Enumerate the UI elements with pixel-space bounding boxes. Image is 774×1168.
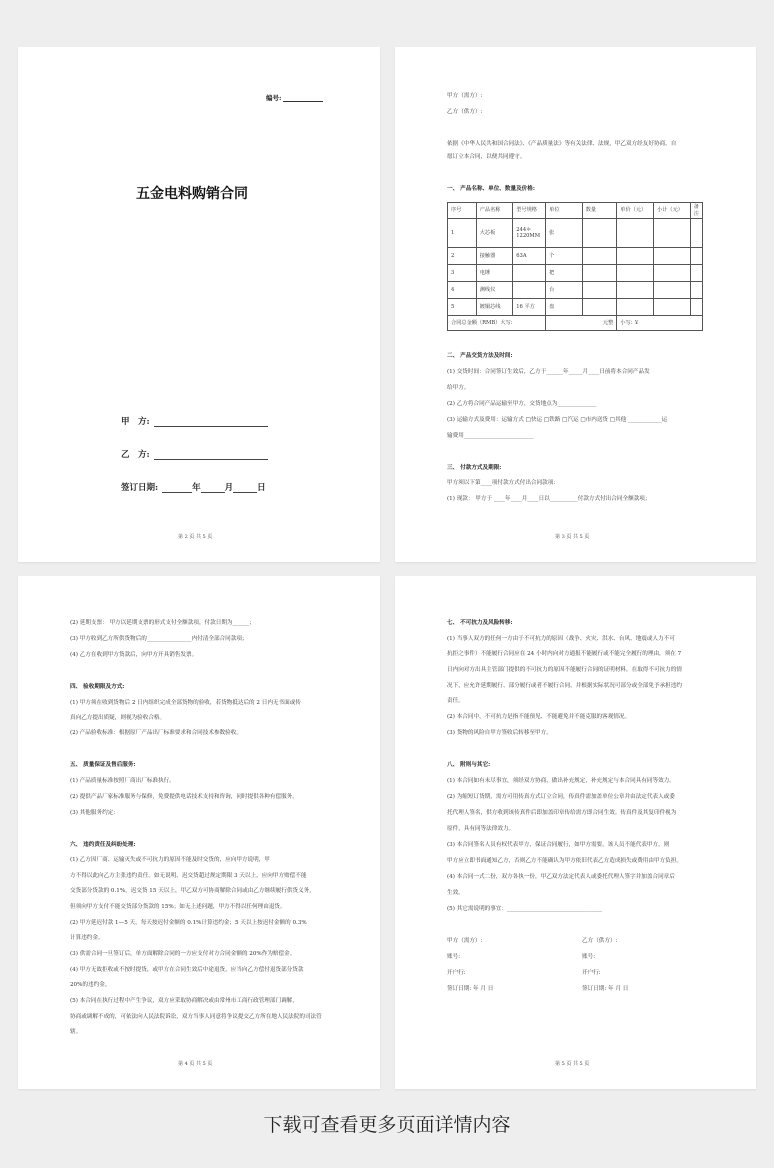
clause-text: 日内向对方出具主管部门提供的不可抗力的原因不能履行合同的证明材料，在取得不可抗力的情	[447, 667, 682, 673]
page-footer: 第 4 页 共 5 页	[178, 1061, 213, 1067]
table-header-cell: 单位	[546, 203, 583, 219]
sign-bank-b: 开户行:	[582, 970, 601, 976]
table-cell	[513, 282, 546, 299]
clause-text: 甲方应立即书面通知乙方，否则乙方不能确认为甲方依旧代表乙方造成损失或费用由甲方负担。	[447, 858, 682, 864]
section-heading: 七、 不可抗力及风险转移:	[447, 620, 513, 626]
table-cell: 张	[546, 219, 583, 248]
table-cell: 电锤	[476, 265, 513, 282]
clause-text: (2) 甲方延迟付款 1—5 天，每天按迟付金额的 0.1%计算违约金；5 天以上按迟付金额的 0.3%	[70, 920, 307, 926]
table-header-cell: 序号	[448, 203, 477, 219]
clause-text: (1) 现款： 甲方于 ____年____月____日以__________付款方式付出合同全额款项；	[447, 496, 651, 502]
page-cover	[18, 47, 380, 562]
table-row	[448, 282, 703, 299]
clause-text: (3) 供需合同一旦签订后，单方面解除合同的一方应支付对方合同金额的 20%作为赔偿金。	[70, 951, 296, 957]
party-a-field	[121, 415, 268, 427]
clause-text: (5) 其它需说明的事宜：__________________________________	[447, 906, 603, 912]
clause-text: 真向乙方提出质疑，则视为验收合格。	[70, 715, 166, 721]
sign-party-a: 甲方（需方）:	[447, 938, 483, 944]
table-cell: 个	[546, 248, 583, 265]
table-cell	[582, 219, 617, 248]
table-header-cell: 小计（元）	[654, 203, 691, 219]
clause-text: 况下，应允许延期履行、部分履行或者不履行合同，并根据实际状况可部分或全部免予承担违约	[447, 683, 682, 689]
table-header-cell: 单价（元）	[617, 203, 654, 219]
clause-text: (3) 货物的风险自甲方签收后转移至甲方。	[447, 730, 552, 736]
clause-text: (4) 本合同一式二份，双方各执一份，甲乙双方法定代表人或委托代理人签字并加盖合同章后	[447, 874, 675, 880]
party-a-label: 甲 方:	[121, 417, 150, 427]
table-cell: 接触器	[476, 248, 513, 265]
clause-text: 给甲方。	[447, 385, 470, 391]
clause-text: (5) 本合同在执行过程中产生争议，双方应采取协商解决或由常州市工商行政管理部门调解，	[70, 998, 298, 1004]
table-cell	[690, 219, 702, 248]
sign-date-a: 签订日期: 年 月 日	[447, 986, 494, 992]
day-blank	[233, 484, 257, 493]
day-label: 日	[257, 483, 266, 493]
table-cell: 244＊ 1220MM	[513, 219, 546, 248]
page-footer: 第 5 页 共 5 页	[555, 1061, 590, 1067]
party-a-blank	[154, 418, 268, 427]
table-cell	[690, 248, 702, 265]
table-cell	[690, 299, 702, 316]
table-cell: 台	[546, 282, 583, 299]
table-header-cell: 备 注	[690, 203, 702, 219]
section-heading: 八、 附则与其它:	[447, 762, 491, 768]
table-cell: 5	[448, 299, 477, 316]
clause-text: 但须向甲方支付不能交货部分货款的 15%；如无上述问题，甲方不得以任何理由退货。	[70, 904, 286, 910]
table-header-cell: 产品名称	[476, 203, 513, 219]
table-cell	[617, 219, 654, 248]
section-heading: 四、 验收期限及方式:	[70, 684, 125, 690]
clause-text: 生效。	[447, 890, 464, 896]
clause-text: (2) 提供产品厂家标准服务与保修，免费提供电话技术支持和咨询，同时提供各种有偿服务。	[70, 794, 298, 800]
section-heading: 三、 付款方式及期限:	[447, 465, 502, 471]
table-total-row	[448, 316, 703, 331]
table-cell	[617, 265, 654, 282]
clause-text: 输费用_________________________	[447, 433, 534, 439]
month-label: 月	[224, 483, 234, 493]
sign-account-a: 账号:	[447, 954, 461, 960]
section-heading: 一、 产品名称、单位、数量及价格:	[447, 186, 535, 192]
month-blank	[201, 484, 225, 493]
clause-text: (1) 当事人双方的任何一方由于不可抗力的原因（战争、火灾、洪水、台风、地震或人力不可	[447, 636, 675, 642]
page-terms-2	[18, 576, 380, 1089]
clause-text: (4) 乙方在收到甲方货款后，向甲方开具销售发票。	[70, 652, 198, 658]
clause-text: (2) 延期支票： 甲方以延期支票的形式支付全额款项，付款日期为______；	[70, 620, 255, 626]
sign-date-field	[121, 481, 266, 493]
table-cell	[617, 282, 654, 299]
clause-text: (1) 甲方须在收到货物后 2 日内组织完成全部货物的验收，若货物抵达后的 2 日内无书面或传	[70, 700, 301, 706]
page-footer: 第 3 页 共 5 页	[555, 534, 590, 540]
total-lowercase-label: 小写: ￥	[617, 316, 703, 331]
sign-bank-a: 开户行:	[447, 970, 466, 976]
party-b-blank	[154, 451, 268, 460]
table-cell: 盘	[546, 299, 583, 316]
total-uppercase-label: 合同总金额（RMB）大写:	[448, 316, 546, 331]
table-cell: 16 平方	[513, 299, 546, 316]
clause-text: 抗拒之事件）不能履行合同应在 24 小时内向对方通报不能履行或不能完全履行的理由，须在 7	[447, 651, 682, 657]
clause-text: (1) 产品质量标准按照厂商出厂标准执行。	[70, 778, 175, 784]
clause-text: 甲方须以下第____项付款方式付出合同款项：	[447, 480, 559, 486]
table-header-cell: 型号规格	[513, 203, 546, 219]
sign-party-b: 乙方（供方）:	[582, 938, 618, 944]
clause-text: (2) 产品验收标准：根据原厂产品出厂标准要求和合同技术参数验收。	[70, 730, 242, 736]
clause-text: (4) 甲方无故拒收或不按时提货，或甲方在合同生效后中途退货，应当向乙方偿付退货部分货款	[70, 967, 304, 973]
table-cell	[654, 265, 691, 282]
clause-text: 托代理人签名，供方收到该传真件后即加盖印章传给需方即合同生效。传真件及其复印件视为	[447, 810, 677, 816]
contract-number-label: 编号:	[266, 94, 282, 102]
page-terms-1	[395, 47, 756, 562]
table-cell	[654, 299, 691, 316]
party-a-line: 甲方（需方）:	[447, 93, 483, 99]
clause-text: (3) 甲方收到乙方所供货物后的________________内付清全部合同款项；	[70, 636, 248, 642]
contract-number	[266, 93, 323, 102]
table-cell: 测线仪	[476, 282, 513, 299]
table-cell	[690, 282, 702, 299]
clause-text: 计算违约金。	[70, 935, 104, 941]
clause-text: (3) 本合同签名人员有权代表甲方，保证合同履行，如甲方需要，该人员不能代表甲方，则	[447, 842, 670, 848]
sign-date-b: 签订日期: 年 月 日	[582, 986, 629, 992]
clause-text: 责任。	[447, 698, 464, 704]
party-b-field	[121, 448, 268, 460]
party-b-label: 乙 方:	[121, 450, 150, 460]
table-cell: 1	[448, 219, 477, 248]
contract-title: 五金电料购销合同	[136, 186, 248, 202]
table-cell: 63A	[513, 248, 546, 265]
download-caption: 下载可查看更多页面详情内容	[263, 1114, 511, 1136]
table-cell	[654, 282, 691, 299]
year-label: 年	[192, 483, 201, 493]
clause-text: (2) 乙方将合同产品运输至甲方，交货地点为______________	[447, 401, 597, 407]
table-row	[448, 299, 703, 316]
table-cell	[654, 248, 691, 265]
clause-text: 方不得以此向乙方主张违约责任。如无说明，迟交货超过规定期限 3 天以上，应向甲方赔偿不能	[70, 873, 307, 879]
section-heading: 二、 产品交货方法及时间:	[447, 353, 513, 359]
table-cell	[654, 219, 691, 248]
table-cell: 2	[448, 248, 477, 265]
intro-text: 愿订立本合同，以便共同遵守。	[447, 154, 526, 160]
section-heading: 六、 违约责任及纠纷处理:	[70, 842, 136, 848]
table-row	[448, 248, 703, 265]
table-cell	[690, 265, 702, 282]
table-header-cell: 数量	[582, 203, 617, 219]
table-cell	[582, 282, 617, 299]
clause-text: 辖。	[70, 1029, 82, 1035]
page-terms-3	[395, 576, 756, 1089]
intro-text: 依据《中华人民共和国合同法》、《产品质量法》等有关法律、法规，甲乙双方经友好协商，自	[447, 141, 677, 147]
clause-text: (1) 本合同如有未尽事宜，须经双方协商，做出补充规定，补充规定与本合同具有同等效力。	[447, 778, 675, 784]
clause-text: (1) 交货时间：合同签订生效后，乙方于______年_____月____日前将本合同产品发	[447, 369, 650, 375]
contract-number-blank	[283, 95, 323, 102]
table-row	[448, 219, 703, 248]
clause-text: 交货部分货款的 0.1%，迟交货 15 天以上，甲乙双方可协商解除合同或由乙方继续履行供货义务，	[70, 888, 315, 894]
section-heading: 五、 质量保证及售后服务:	[70, 762, 136, 768]
clause-text: (2) 本合同中，不可抗力是指不能预见、不能避免并不能克服的客观情况。	[447, 714, 631, 720]
table-cell	[617, 248, 654, 265]
clause-text: 20%的违约金。	[70, 982, 111, 988]
table-cell	[582, 299, 617, 316]
table-cell: 4	[448, 282, 477, 299]
table-cell: 把	[546, 265, 583, 282]
table-header-row	[448, 203, 703, 219]
clause-text: 协商或调解不成的，可依法向人民法院诉讼，双方当事人同意将争议提交乙方所在地人民法院的司法管	[70, 1014, 322, 1020]
table-cell: 大芯板	[476, 219, 513, 248]
table-cell: 镀铜芯线	[476, 299, 513, 316]
page-footer: 第 2 页 共 5 页	[178, 534, 213, 540]
table-cell	[617, 299, 654, 316]
year-blank	[162, 484, 192, 493]
clause-text: 原件，具有同等法律效力。	[447, 826, 515, 832]
table-cell	[582, 265, 617, 282]
sign-account-b: 账号:	[582, 954, 596, 960]
table-cell	[582, 248, 617, 265]
total-yuan-label: 元整	[546, 316, 617, 331]
clause-text: (3) 运输方式及费用：运输方式 □快运 □铁路 □汽运 □市内送货 □其他 ____________运	[447, 417, 668, 423]
clause-text: (1) 乙方因厂商、运输灭失或不可抗力的原因不能及时交货的，应向甲方说明，甲	[70, 857, 270, 863]
table-row	[448, 265, 703, 282]
table-cell	[513, 265, 546, 282]
goods-table	[447, 202, 703, 331]
clause-text: (2) 为缩短订货期，需方可用传真方式订立合同，传真件需加盖单位公章并由法定代表人或委	[447, 794, 675, 800]
sign-date-label: 签订日期:	[121, 483, 159, 493]
clause-text: (3) 其他服务约定：	[70, 810, 119, 816]
table-cell: 3	[448, 265, 477, 282]
party-b-line: 乙方（供方）:	[447, 109, 483, 115]
